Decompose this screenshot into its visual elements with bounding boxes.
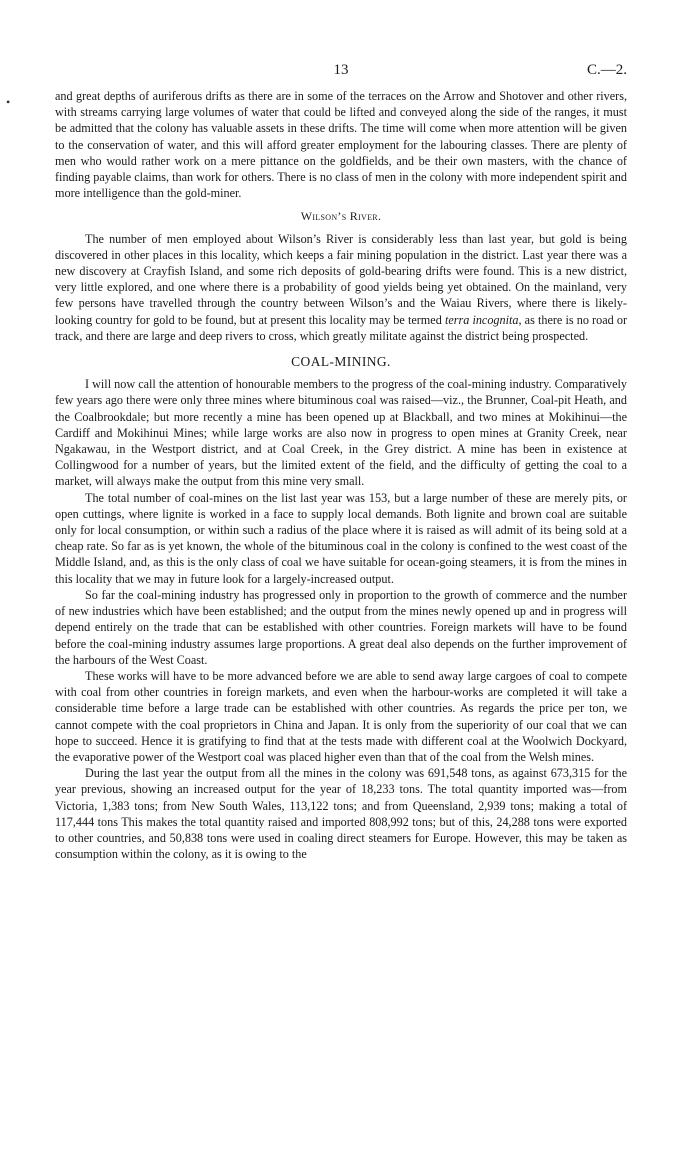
page-header [55, 62, 627, 88]
coal-mining-paragraph-2: The total number of coal-mines on the list last year was 153, but a large number of these are merely pits, or open cuttings, where lignite is worked in a face to supply local demands. Both lignite and brown coal are suitable only for local consumption, or within such a radius of the place where it is raised as will admit of its being sold at a cheap rate. So far as is yet known, the whole of the bituminous coal in the colony is confined to the west coast of the Middle Island, and, as this is the only class of coal we have suitable for ocean-going steamers, it is from the mines in this locality that we may in future look for a largely-increased output. [55, 490, 627, 586]
document-reference: C.—2. [586, 62, 627, 78]
wilsons-river-text-1: The number of men employed about Wilson’s River is considerably less than last year, but gold is being discovered in other places in this locality, which keeps a fair mining population in the district. Last year there was a new discovery at Crayfish Island, and some rich deposits of gold-bearing drifts were found. This is a new district, very little explored, and one where there is a probability of good yields being yet obtained. On the mainland, very few persons have travelled through the country between Wilson’s and the Waiau Rivers, where there is likely-looking country for gold to be found, but at present this locality may be termed [55, 231, 627, 327]
wilsons-river-italic: terra incognita, [444, 312, 522, 327]
coal-mining-paragraph-5: During the last year the output from all the mines in the colony was 691,548 tons, as against 673,315 for the year previous, showing an increased output for the year of 18,233 tons. The total quantity imported was—from Victoria, 1,383 tons; from New South Wales, 113,122 tons; and from Queensland, 2,939 tons; making a total of 117,444 tons This makes the total quantity raised and imported 808,992 tons; but of this, 24,288 tons were exported to other countries, and 50,838 tons were used in coaling direct steamers for Europe. However, this may be taken as consumption within the colony, as it is owing to the [55, 766, 627, 862]
wilsons-river-paragraph [55, 231, 627, 344]
coal-mining-paragraph-1: I will now call the attention of honourable members to the progress of the coal-mining industry. Comparatively few years ago there were only three mines where bituminous coal was raised—viz., the Brunner, Coal-pit Heath, and the Coalbrookdale; but more recently a mine has been opened up at Blackball, and two mines at Mokihinui—the Cardiff and Mokihinui Mines; while large works are also now in progress to open mines at Granity Creek, near Ngakawau, in the Westport district, and at Coal Creek, in the Grey district. A mine has been in existence at Collingwood for a number of years, but the limited extent of the field, and the difficulty of getting the coal to a market, will always make the output from this mine very small. [55, 377, 627, 489]
wilsons-river-heading: Wilson’s River. [300, 209, 382, 224]
wilsons-river-text-2: as there is no road or track, and there are large and deep rivers to cross, which greatly militate against the district being prospected. [55, 312, 628, 343]
page-number: 13 [333, 62, 349, 78]
coal-mining-paragraph-4: These works will have to be more advanced before we are able to send away large cargoes of coal to compete with coal from other countries in foreign markets, and even when the harbour-works are completed it will take a considerable time before a large trade can be established with other countries. As regards the price per ton, we cannot compete with the coal proprietors in China and Japan. It is only from the superiority of our coal that we can hope to succeed. Hence it is gratifying to find that at the tests made with different coal at the Woolwich Dockyard, the evaporative power of the Westport coal was placed higher even than that of the coal from the Welsh mines. [55, 668, 627, 764]
coal-mining-heading: COAL-MINING. [291, 354, 391, 370]
body-text [55, 88, 627, 862]
margin-mark: • [6, 95, 11, 109]
coal-mining-paragraph-3: So far the coal-mining industry has progressed only in proportion to the growth of commerce and the number of new industries which have been established; and the output from the mines newly opened up and in progress will depend entirely on the trade that can be established with other countries. Foreign markets will have to be found before the coal-mining industry assumes large proportions. A great deal also depends on the further improvement of the harbours of the West Coast. [55, 587, 627, 667]
intro-paragraph: and great depths of auriferous drifts as there are in some of the terraces on the Arrow and Shotover and other rivers, with streams carrying large volumes of water that could be lifted and conveyed along the side of the ranges, it must be admitted that the colony has valuable assets in these drifts. The time will come when more attention will be given to the conservation of water, and this will afford greater employment for the labouring classes. There are plenty of men who would rather work on a mere pittance on the goldfields, and be their own masters, with the chance of finding payable claims, than work for others. There is no class of men in the colony with more independent spirit and more intelligence than the gold-miner. [55, 89, 627, 201]
document-page [55, 62, 627, 862]
